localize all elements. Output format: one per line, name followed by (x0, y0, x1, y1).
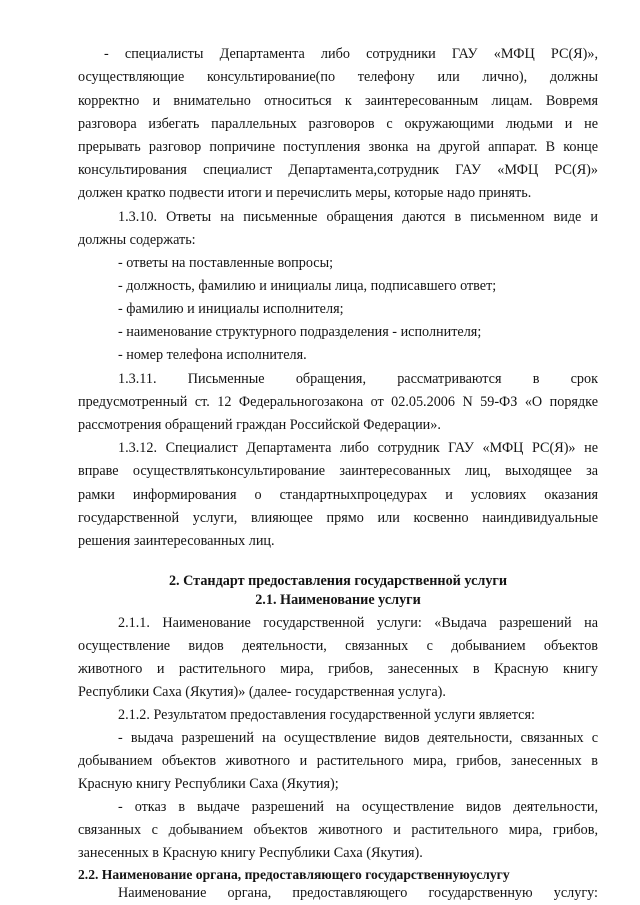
paragraph-line: решения заинтересованных лиц. (78, 533, 275, 549)
paragraph-line: консультирования специалист Департамента,сотрудник ГАУ «МФЦ РС(Я)» (78, 162, 598, 178)
section-title: 2. Стандарт предоставления государственной услуги (168, 573, 508, 589)
paragraph-line: рассмотрения обращений граждан Российской Федерации». (78, 417, 441, 433)
paragraph-line: разговора избегать параллельных разговоров с окружающими людьми и не (78, 116, 598, 132)
paragraph-line: - специалисты Департамента либо сотрудники ГАУ «МФЦ РС(Я)», (104, 46, 598, 62)
list-item: - выдача разрешений на осуществление видов деятельности, связанных с (118, 730, 598, 746)
paragraph-line: осуществляющие консультирование(по телефону или лично), должны (78, 69, 598, 85)
paragraph-line: 1.3.12. Специалист Департамента либо сотрудник ГАУ «МФЦ РС(Я)» не (118, 440, 598, 456)
list-item: занесенных в Красную книгу Республики Саха (Якутия). (78, 845, 423, 861)
paragraph-line: 2.1.1. Наименование государственной услуги: «Выдача разрешений на (118, 615, 598, 631)
paragraph-line: 2.1.2. Результатом предоставления государственной услуги является: (118, 707, 535, 723)
list-item: - наименование структурного подразделения - исполнителя; (118, 324, 482, 340)
paragraph-line: должны содержать: (78, 232, 196, 248)
paragraph-line: животного и растительного мира, грибов, занесенных в Красную книгу (78, 661, 598, 677)
section-title: 2.2. Наименование органа, предоставляющего государственнуюуслугу (78, 867, 510, 882)
paragraph-line: должен кратко подвести итоги и перечислить меры, которые надо принять. (78, 185, 532, 201)
list-item: - номер телефона исполнителя. (118, 347, 307, 363)
paragraph-line: осуществление видов деятельности, связанных с добыванием объектов (78, 638, 598, 654)
section-subtitle: 2.1. Наименование услуги (255, 592, 421, 608)
paragraph-line: Республики Саха (Якутия)» (далее- государственная услуга). (78, 684, 446, 700)
paragraph-line: вправе осуществлятьконсультирование заинтересованных лиц, выходящее за (78, 463, 598, 479)
list-item: - отказ в выдаче разрешений на осуществление видов деятельности, (118, 799, 598, 815)
paragraph-line: Наименование органа, предоставляющего государственную услугу: (118, 885, 598, 901)
list-item: Красную книгу Республики Саха (Якутия); (78, 776, 339, 792)
paragraph-line: 1.3.11. Письменные обращения, рассматриваются в срок (118, 371, 598, 387)
list-item: - фамилию и инициалы исполнителя; (118, 301, 344, 317)
paragraph-line: прерывать разговор попричине поступления звонка на другой аппарат. В конце (78, 139, 598, 155)
paragraph-line: предусмотренный ст. 12 Федеральногозакона от 02.05.2006 N 59-ФЗ «О порядке (78, 394, 598, 410)
list-item: связанных с добыванием объектов животного и растительного мира, грибов, (78, 822, 598, 838)
list-item: - должность, фамилию и инициалы лица, подписавшего ответ; (118, 278, 497, 294)
paragraph-line: корректно и внимательно относиться к заинтересованным лицам. Вовремя (78, 93, 598, 109)
list-item: добыванием объектов животного и растительного мира, грибов, занесенных в (78, 753, 598, 769)
paragraph-line: рамки информирования о стандартныхпроцедурах и условиях оказания (78, 487, 598, 503)
paragraph-line: государственной услуги, влияющее прямо или косвенно наиндивидуальные (78, 510, 598, 526)
paragraph-line: 1.3.10. Ответы на письменные обращения даются в письменном виде и (118, 209, 598, 225)
list-item: - ответы на поставленные вопросы; (118, 255, 334, 271)
